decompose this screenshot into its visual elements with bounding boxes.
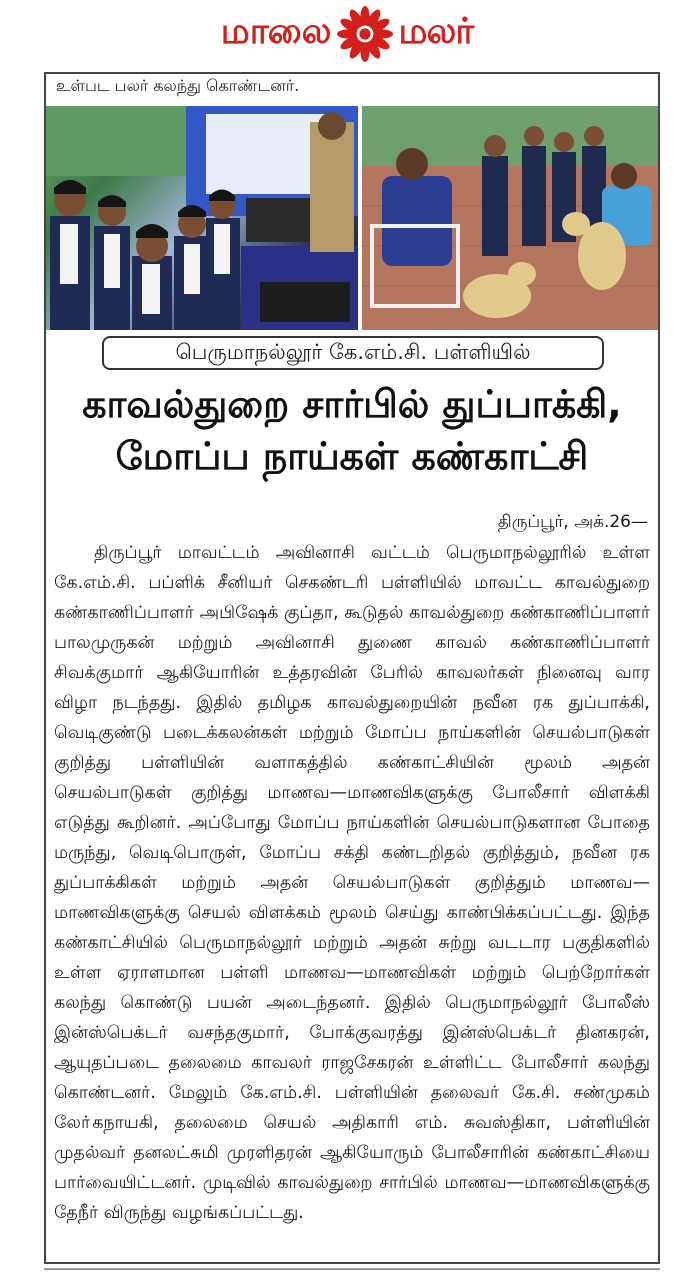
brand-right-text: மலர் [398, 11, 474, 52]
brand-left-text: மாலை [220, 11, 331, 52]
headline-line-2: மோப்ப நாய்கள் கண்காட்சி [115, 434, 589, 478]
dateline: திருப்பூர், அக்.26— [497, 512, 648, 532]
adjacent-column-fragment [662, 60, 694, 1280]
bottom-divider [44, 1268, 660, 1270]
previous-article-fragment: உள்பட பலர் கலந்து கொண்டனர். [56, 76, 300, 95]
article-clipping [44, 72, 660, 1264]
brand-logo [221, 6, 473, 62]
sub-heading: பெருமாநல்லூர் கே.எம்.சி. பள்ளியில் [102, 336, 604, 370]
masthead [0, 0, 694, 68]
photo-weapons-exhibit [46, 106, 358, 330]
headline [46, 378, 658, 482]
photo-weapons-illustration [46, 106, 358, 330]
article-body: திருப்பூர் மாவட்டம் அவினாசி வட்டம் பெருமாநல்லூரில் உள்ள கே.எம்.சி. பப்ளிக் சீனியர் செகண்டரி பள்ளியில் மாவட்ட காவல்துறை கண்காணிப்பாளர் அபிஷேக் குப்தா, கூடுதல் காவல்துறை கண்காணிப்பாளர் பாலமுருகன் மற்றும் அவினாசி துணை காவல் கண்காணிப்பாளர் சிவக்குமார் ஆகியோரின் உத்தரவின் பேரில் காவலர்கள் நினைவு வார விழா நடந்தது. இதில் தமிழக காவல்துறையின் நவீன ரக துப்பாக்கி, வெடிகுண்டு படைக்கலன்கள் மற்றும் மோப்ப நாய்களின் செயல்பாடுகள் குறித்து பள்ளியின் வளாகத்தில் கண்காட்சியின் மூலம் அதன் செயல்பாடுகள் குறித்து மாணவ—மாணவிகளுக்கு போலீசார் விளக்கி எடுத்து கூறினர். அப்போது மோப்ப நாய்களின் செயல்பாடுகளான போதை மருந்து, வெடிபொருள், மோப்ப சக்தி கண்டறிதல் குறித்தும், நவீன ரக துப்பாக்கிகள் மற்றும் அதன் செயல்பாடுகள் குறித்தும் மாணவ—மாணவிகளுக்கு செயல் விளக்கம் மூலம் செய்து காண்பிக்கப்பட்டது. இந்த கண்காட்சியில் பெருமாநல்லூர் மற்றும் அதன் சுற்று வடடார பகுதிகளில் உள்ள ஏராளமான பள்ளி மாணவ—மாணவிகள் மற்றும் பெற்றோர்கள் கலந்து கொண்டு பயன் அடைந்தனர். இதில் பெருமாநல்லூர் போலீஸ் இன்ஸ்பெக்டர் வசந்தகுமார், போக்குவரத்து இன்ஸ்பெக்டர் தினகரன், ஆயுதப்படை தலைமை காவலர் ராஜசேகரன் உள்ளிட்ட போலீசார் கலந்து கொண்டனர். மேலும் கே.எம்.சி. பள்ளியின் தலைவர் கே.சி. சண்முகம் லோ்கநாயகி, தலைமை செயல் அதிகாரி எம். சுவஸ்திகா, பள்ளியின் முதல்வர் தனலட்சுமி முரளிதரன் ஆகியோரும் போலீசாரின் கண்காட்சியை பார்வையிட்டனர். முடிவில் காவல்துறை சார்பில் மாணவ—மாணவிகளுக்கு தேநீர் விருந்து வழங்கப்பட்டது. [54, 543, 650, 1223]
headline-line-1: காவல்துறை சார்பில் துப்பாக்கி, [82, 382, 622, 426]
photo-dogs-illustration [362, 106, 660, 330]
flower-logo-icon [337, 6, 393, 62]
photo-sniffer-dogs [362, 106, 660, 330]
